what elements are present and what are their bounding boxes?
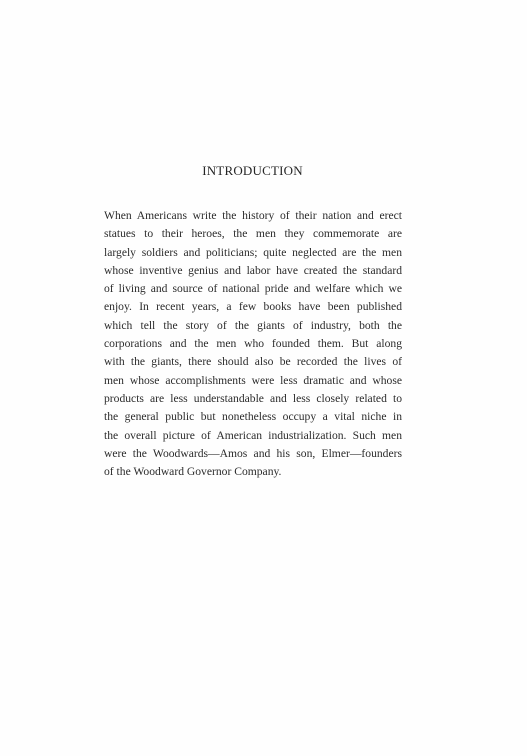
paragraph-line: enjoy. In recent years, a few books have been published <box>104 300 402 314</box>
paragraph-line: When Americans write the history of their nation and erect <box>104 209 402 222</box>
paragraph-line: were the Woodwards—Amos and his son, Elmer—founders <box>104 446 402 460</box>
introduction-paragraph <box>104 207 402 481</box>
paragraph-line: products are less understandable and less closely related to <box>104 391 402 405</box>
paragraph-line: the overall picture of American industrialization. Such men <box>104 428 402 442</box>
paragraph-line: which tell the story of the giants of industry, both the <box>104 318 402 332</box>
paragraph-line: of living and source of national pride and welfare which we <box>104 282 402 296</box>
paragraph-line: with the giants, there should also be recorded the lives of <box>104 355 402 369</box>
paragraph-line: corporations and the men who founded them. But along <box>104 337 402 351</box>
paragraph-line: whose inventive genius and labor have created the standard <box>104 263 402 277</box>
paragraph-line: the general public but nonetheless occupy a vital niche in <box>104 410 402 424</box>
paragraph-line: largely soldiers and politicians; quite neglected are the men <box>104 245 402 259</box>
paragraph-line: statues to their heroes, the men they commemorate are <box>104 227 402 241</box>
page-title: INTRODUCTION <box>202 163 303 178</box>
paragraph-line: of the Woodward Governor Company. <box>104 465 282 479</box>
paragraph-line: men whose accomplishments were less dramatic and whose <box>104 373 402 387</box>
